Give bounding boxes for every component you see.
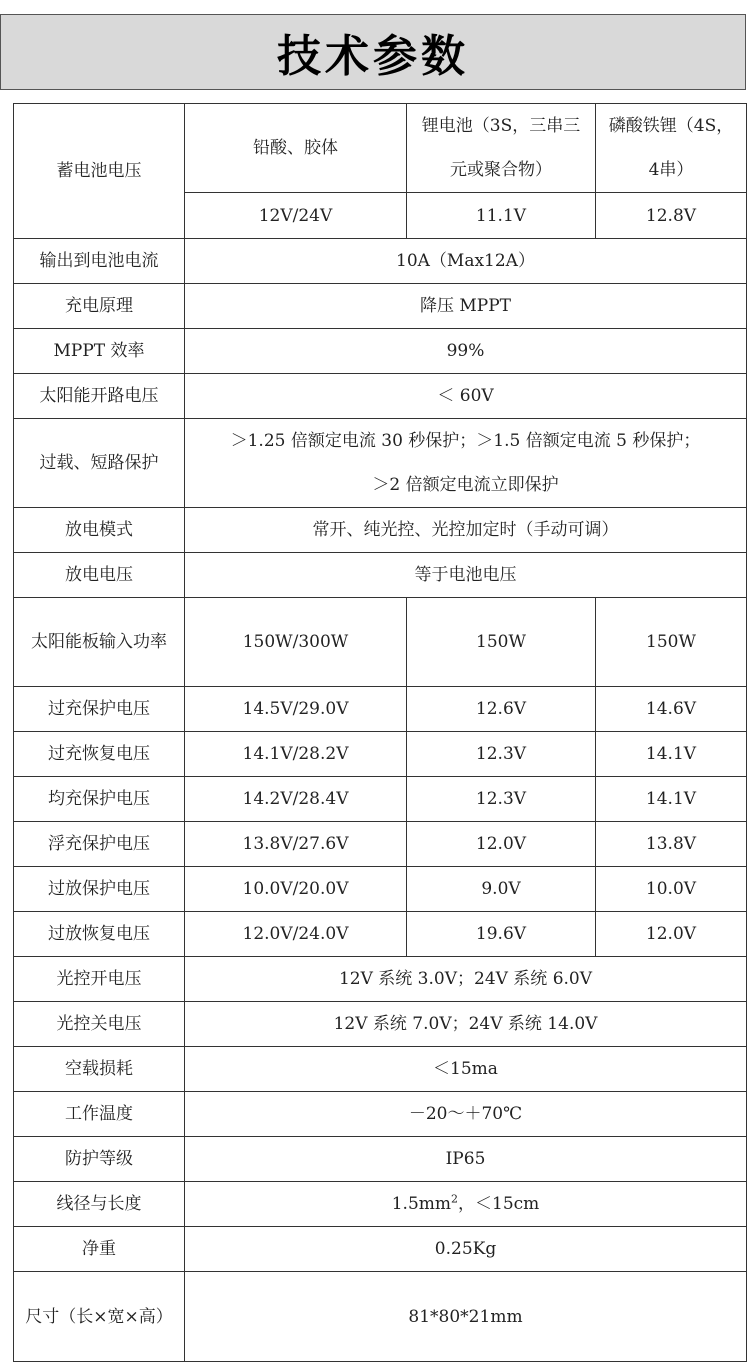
table-row xyxy=(14,1272,747,1362)
row-value: 10A（Max12A） xyxy=(185,239,747,284)
row-value: 降压 MPPT xyxy=(185,284,747,329)
row-value: ＜15ma xyxy=(185,1047,747,1092)
battery-type-cell: 磷酸铁锂（4S，4串） xyxy=(596,104,747,193)
spec-table xyxy=(13,103,747,1362)
table-row xyxy=(14,374,747,419)
row-value: 等于电池电压 xyxy=(185,553,747,598)
row-label: 充电原理 xyxy=(14,284,185,329)
table-row xyxy=(14,329,747,374)
row-value: 14.1V/28.2V xyxy=(185,732,407,777)
row-value: 10.0V/20.0V xyxy=(185,867,407,912)
row-value: 12.0V/24.0V xyxy=(185,912,407,957)
row-label: 光控关电压 xyxy=(14,1002,185,1047)
table-row xyxy=(14,104,747,193)
row-value: 13.8V xyxy=(596,822,747,867)
row-label: 过充恢复电压 xyxy=(14,732,185,777)
row-value: －20～＋70℃ xyxy=(185,1092,747,1137)
page-title: 技术参数 xyxy=(277,31,469,82)
row-label: 均充保护电压 xyxy=(14,777,185,822)
row-value: 12.3V xyxy=(407,732,596,777)
table-row xyxy=(14,1182,747,1227)
row-value: 150W xyxy=(596,598,747,687)
row-value: 150W xyxy=(407,598,596,687)
row-value: ＜ 60V xyxy=(185,374,747,419)
protection-line: ＞1.25 倍额定电流 30 秒保护；＞1.5 倍额定电流 5 秒保护； xyxy=(230,431,701,451)
row-value: 10.0V xyxy=(596,867,747,912)
row-value xyxy=(185,419,747,508)
table-row xyxy=(14,1002,747,1047)
row-value: 150W/300W xyxy=(185,598,407,687)
row-value: 12.0V xyxy=(407,822,596,867)
table-row xyxy=(14,508,747,553)
row-value: 99% xyxy=(185,329,747,374)
row-value: 0.25Kg xyxy=(185,1227,747,1272)
row-label: 空载损耗 xyxy=(14,1047,185,1092)
row-value: 19.6V xyxy=(407,912,596,957)
row-label: 防护等级 xyxy=(14,1137,185,1182)
row-label: 过放恢复电压 xyxy=(14,912,185,957)
table-row xyxy=(14,598,747,687)
row-label: 工作温度 xyxy=(14,1092,185,1137)
row-value: 14.2V/28.4V xyxy=(185,777,407,822)
row-value: 14.5V/29.0V xyxy=(185,687,407,732)
table-row xyxy=(14,732,747,777)
row-value: 14.1V xyxy=(596,732,747,777)
table-row xyxy=(14,1227,747,1272)
row-value: 12V 系统 3.0V；24V 系统 6.0V xyxy=(185,957,747,1002)
row-label: 净重 xyxy=(14,1227,185,1272)
row-value: 12V 系统 7.0V；24V 系统 14.0V xyxy=(185,1002,747,1047)
table-row xyxy=(14,777,747,822)
battery-voltage-cell: 11.1V xyxy=(407,193,596,239)
row-label: 尺寸（长×宽×高） xyxy=(14,1272,185,1362)
battery-type-cell: 锂电池（3S，三串三元或聚合物） xyxy=(407,104,596,193)
table-row xyxy=(14,1092,747,1137)
table-row xyxy=(14,419,747,508)
table-row xyxy=(14,553,747,598)
row-value: 12.6V xyxy=(407,687,596,732)
wire-gauge-superscript: 2 xyxy=(451,1192,458,1206)
table-row xyxy=(14,239,747,284)
row-value: 81*80*21mm xyxy=(185,1272,747,1362)
row-label: 过载、短路保护 xyxy=(14,419,185,508)
row-value: 常开、纯光控、光控加定时（手动可调） xyxy=(185,508,747,553)
row-value: IP65 xyxy=(185,1137,747,1182)
row-label: 蓄电池电压 xyxy=(14,104,185,239)
table-row xyxy=(14,687,747,732)
table-row xyxy=(14,1137,747,1182)
table-row xyxy=(14,284,747,329)
row-value: 13.8V/27.6V xyxy=(185,822,407,867)
table-row xyxy=(14,957,747,1002)
row-value: 12.0V xyxy=(596,912,747,957)
row-label: 输出到电池电流 xyxy=(14,239,185,284)
table-row xyxy=(14,1047,747,1092)
row-value: 9.0V xyxy=(407,867,596,912)
table-row xyxy=(14,912,747,957)
row-label: 过放保护电压 xyxy=(14,867,185,912)
battery-type-cell: 铅酸、胶体 xyxy=(185,104,407,193)
row-label: 光控开电压 xyxy=(14,957,185,1002)
battery-voltage-cell: 12.8V xyxy=(596,193,747,239)
title-banner xyxy=(0,14,746,90)
row-label: 放电模式 xyxy=(14,508,185,553)
row-value xyxy=(185,1182,747,1227)
row-label: 太阳能板输入功率 xyxy=(14,598,185,687)
row-value: 14.6V xyxy=(596,687,747,732)
row-label: 放电电压 xyxy=(14,553,185,598)
row-label: 过充保护电压 xyxy=(14,687,185,732)
row-label: 太阳能开路电压 xyxy=(14,374,185,419)
wire-gauge: 1.5mm xyxy=(391,1194,451,1214)
row-label: 浮充保护电压 xyxy=(14,822,185,867)
table-row xyxy=(14,867,747,912)
row-label: 线径与长度 xyxy=(14,1182,185,1227)
wire-length: ，＜15cm xyxy=(458,1194,540,1214)
table-row xyxy=(14,822,747,867)
row-value: 14.1V xyxy=(596,777,747,822)
row-label: MPPT 效率 xyxy=(14,329,185,374)
row-value: 12.3V xyxy=(407,777,596,822)
protection-line: ＞2 倍额定电流立即保护 xyxy=(372,475,559,495)
battery-voltage-cell: 12V/24V xyxy=(185,193,407,239)
